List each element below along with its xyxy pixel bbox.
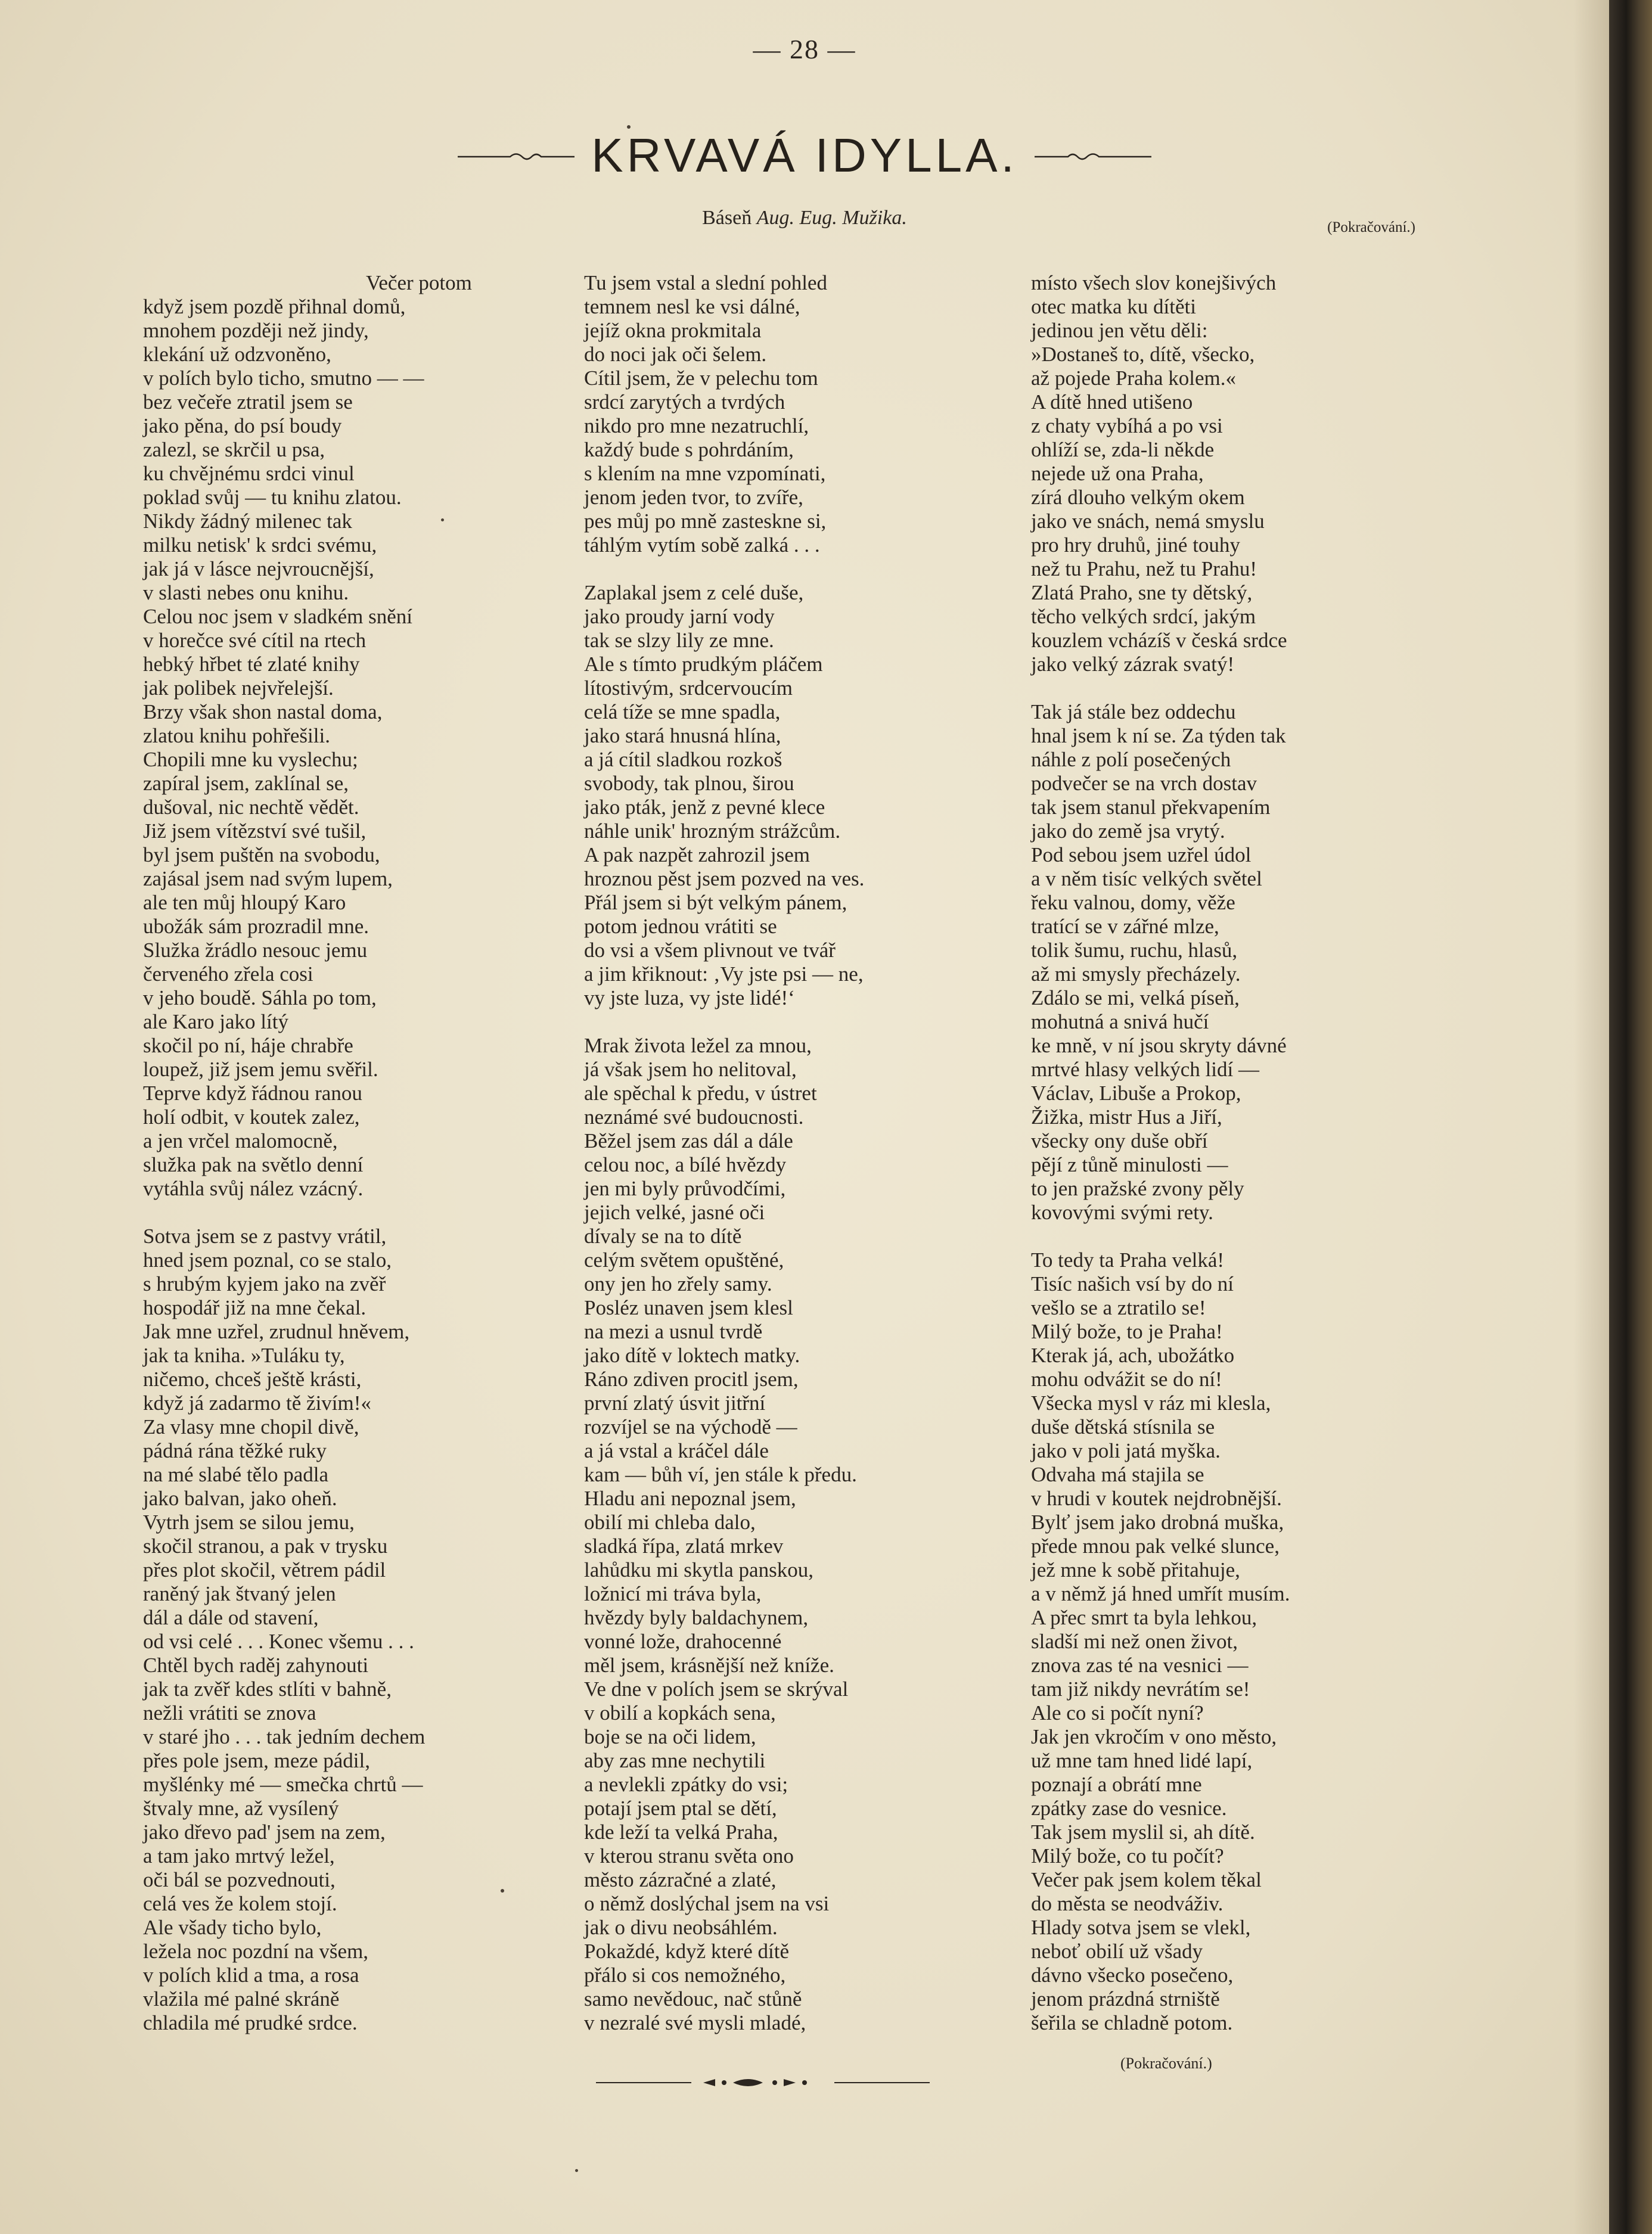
verse-line: služka pak na světlo denní bbox=[143, 1153, 364, 1176]
verse-line: Pod sebou jsem uzřel údol bbox=[1031, 843, 1252, 866]
verse-line: Běžel jsem zas dál a dále bbox=[584, 1129, 793, 1152]
verse-line: z chaty vybíhá a po vsi bbox=[1031, 414, 1223, 437]
verse-line: holí odbit, v koutek zalez, bbox=[143, 1105, 360, 1129]
verse-line: jen mi byly průvodčími, bbox=[584, 1177, 786, 1200]
print-speck bbox=[575, 2169, 578, 2172]
verse-line: v slasti nebes onu knihu. bbox=[143, 581, 349, 604]
stanza-break bbox=[143, 1201, 472, 1225]
right-flourish-ornament bbox=[1033, 147, 1153, 164]
verse-line: potom jednou vrátiti se bbox=[584, 915, 777, 938]
poem-column-1 bbox=[143, 271, 472, 2035]
verse-line: Sotva jsem se z pastvy vrátil, bbox=[143, 1225, 387, 1248]
verse-line: jak polibek nejvřelejší. bbox=[143, 676, 334, 700]
poem-title: KRVAVÁ IDYLLA. bbox=[591, 129, 1018, 182]
verse-line: lítostivým, srdcervoucím bbox=[584, 676, 793, 700]
verse-line: poklad svůj — tu knihu zlatou. bbox=[143, 486, 402, 509]
verse-line: celým světem opuštěné, bbox=[584, 1248, 784, 1272]
verse-line: náhle z polí posečených bbox=[1031, 748, 1231, 771]
verse-line: mrtvé hlasy velkých lidí — bbox=[1031, 1058, 1259, 1081]
verse-line: Zdálo se mi, velká píseň, bbox=[1031, 986, 1240, 1009]
verse-line: jako balvan, jako oheň. bbox=[143, 1487, 337, 1510]
verse-line: Kterak já, ach, ubožátko bbox=[1031, 1344, 1235, 1367]
verse-line: zalezl, se skrčil u psa, bbox=[143, 438, 325, 461]
verse-line: Ráno zdiven procitl jsem, bbox=[584, 1368, 799, 1391]
print-speck bbox=[627, 125, 631, 129]
verse-line: a v něm tisíc velkých světel bbox=[1031, 867, 1262, 890]
verse-line: Teprve když řádnou ranou bbox=[143, 1082, 362, 1105]
verse-line: svobody, tak plnou, širou bbox=[584, 772, 794, 795]
verse-line: skočil po ní, háje chrabře bbox=[143, 1034, 353, 1057]
verse-line: s klením na mne vzpomínati, bbox=[584, 462, 826, 485]
verse-line: ku chvějnému srdci vinul bbox=[143, 462, 355, 485]
verse-line: Václav, Libuše a Prokop, bbox=[1031, 1082, 1241, 1105]
verse-line: mohu odvážit se do ní! bbox=[1031, 1368, 1222, 1391]
verse-line: ale spěchal k předu, v ústret bbox=[584, 1082, 817, 1105]
verse-line: a já vstal a kráčel dále bbox=[584, 1439, 769, 1462]
verse-line: dívaly se na to dítě bbox=[584, 1225, 742, 1248]
verse-line: Všecka mysl v ráz mi klesla, bbox=[1031, 1391, 1271, 1415]
byline-prefix: Báseň bbox=[702, 207, 752, 229]
verse-line: v hrudi v koutek nejdrobnější. bbox=[1031, 1487, 1282, 1510]
verse-line: jako dítě v loktech matky. bbox=[584, 1344, 800, 1367]
verse-line: jako dřevo pad' jsem na zem, bbox=[143, 1820, 386, 1844]
verse-line: jejíž okna prokmitala bbox=[584, 319, 762, 342]
verse-line: Odvaha má stajila se bbox=[1031, 1463, 1204, 1486]
verse-line: Tisíc našich vsí by do ní bbox=[1031, 1272, 1234, 1295]
verse-line: hroznou pěst jsem pozved na ves. bbox=[584, 867, 865, 890]
verse-line: vy jste luza, vy jste lidé!‘ bbox=[584, 986, 795, 1009]
verse-line: myšlénky mé — smečka chrtů — bbox=[143, 1773, 423, 1796]
verse-line: jako proudy jarní vody bbox=[584, 605, 775, 628]
verse-line: sladší mi než onen život, bbox=[1031, 1630, 1238, 1653]
verse-line: skočil stranou, a pak v trysku bbox=[143, 1534, 388, 1558]
verse-line: Večer pak jsem kolem těkal bbox=[1031, 1868, 1262, 1891]
verse-line: náhle unik' hrozným strážcům. bbox=[584, 819, 841, 843]
stanza-break bbox=[584, 1010, 864, 1034]
verse-line: Ve dne v polích jsem se skrýval bbox=[584, 1677, 849, 1701]
verse-line: hvězdy byly baldachynem, bbox=[584, 1606, 809, 1629]
verse-line: v horečce své cítil na rtech bbox=[143, 629, 367, 652]
verse-line: dál a dále od stavení, bbox=[143, 1606, 319, 1629]
verse-line: od vsi celé . . . Konec všemu . . . bbox=[143, 1630, 414, 1653]
verse-line: lahůdku mi skytla panskou, bbox=[584, 1558, 813, 1581]
verse-line: do noci jak oči šelem. bbox=[584, 343, 767, 366]
verse-line: vonné lože, drahocenné bbox=[584, 1630, 782, 1653]
verse-line: Zlatá Praho, sne ty dětský, bbox=[1031, 581, 1253, 604]
verse-line: chladila mé prudké srdce. bbox=[143, 2011, 358, 2034]
verse-line: Milý bože, co tu počít? bbox=[1031, 1844, 1224, 1868]
verse-line: jako pták, jenž z pevné klece bbox=[584, 796, 825, 819]
verse-line: celá ves že kolem stojí. bbox=[143, 1892, 337, 1915]
verse-line: zírá dlouho velkým okem bbox=[1031, 486, 1245, 509]
verse-line: Žižka, mistr Hus a Jiří, bbox=[1031, 1105, 1222, 1129]
verse-line: poznají a obrátí mne bbox=[1031, 1773, 1202, 1796]
verse-line: Ale s tímto prudkým pláčem bbox=[584, 653, 823, 676]
verse-line: ničemo, chceš ještě krásti, bbox=[143, 1368, 362, 1391]
verse-line: ležela noc pozdní na všem, bbox=[143, 1940, 369, 1963]
verse-line: o němž doslýchal jsem na vsi bbox=[584, 1892, 830, 1915]
verse-line: zlatou knihu pohřešili. bbox=[143, 724, 330, 747]
verse-line: Pokaždé, když které dítě bbox=[584, 1940, 790, 1963]
verse-line: přes pole jsem, meze pádil, bbox=[143, 1749, 370, 1772]
verse-line: zajásal jsem nad svým lupem, bbox=[143, 867, 393, 890]
verse-line: hned jsem poznal, co se stalo, bbox=[143, 1248, 392, 1272]
verse-line: tak se slzy lily ze mne. bbox=[584, 629, 774, 652]
verse-line: město zázračné a zlaté, bbox=[584, 1868, 777, 1891]
verse-line: první zlatý úsvit jitřní bbox=[584, 1391, 766, 1415]
verse-line: jejich velké, jasné oči bbox=[584, 1201, 765, 1224]
verse-line: duše dětská stísnila se bbox=[1031, 1415, 1215, 1438]
verse-line: až mi smysly přecházely. bbox=[1031, 962, 1241, 986]
verse-line: oči bál se pozvednouti, bbox=[143, 1868, 336, 1891]
verse-line: aby zas mne nechytili bbox=[584, 1749, 766, 1772]
verse-line: každý bude s pohrdáním, bbox=[584, 438, 794, 461]
verse-line: jako v poli jatá myška. bbox=[1031, 1439, 1221, 1462]
verse-line: raněný jak štvaný jelen bbox=[143, 1582, 336, 1605]
verse-line: jenom jeden tvor, to zvíře, bbox=[584, 486, 803, 509]
verse-line: A pak nazpět zahrozil jsem bbox=[584, 843, 811, 866]
verse-line: byl jsem puštěn na svobodu, bbox=[143, 843, 380, 866]
verse-line: tratící se v zářné mlze, bbox=[1031, 915, 1219, 938]
verse-line: hnal jsem k ní se. Za týden tak bbox=[1031, 724, 1286, 747]
verse-line: Mrak života ležel za mnou, bbox=[584, 1034, 812, 1057]
verse-line: v obilí a kopkách sena, bbox=[584, 1701, 776, 1725]
verse-line: milku netisk' k srdci svému, bbox=[143, 533, 377, 557]
verse-line: a já cítil sladkou rozkoš bbox=[584, 748, 782, 771]
verse-line: pes můj po mně zasteskne si, bbox=[584, 509, 827, 533]
verse-line: v jeho boudě. Sáhla po tom, bbox=[143, 986, 377, 1009]
verse-line: otec matka ku dítěti bbox=[1031, 295, 1196, 318]
verse-line: a tam jako mrtvý ležel, bbox=[143, 1844, 335, 1868]
verse-line: Večer potom bbox=[366, 271, 472, 294]
page-edge-shadow bbox=[1573, 0, 1609, 2234]
verse-line: Chopili mne ku vyslechu; bbox=[143, 748, 358, 771]
verse-line: jenom prázdná strniště bbox=[1031, 1987, 1220, 2011]
verse-line: ony jen ho zřely samy. bbox=[584, 1272, 772, 1295]
verse-line: když já zadarmo tě živím!« bbox=[143, 1391, 371, 1415]
author-name: Aug. Eug. Mužika. bbox=[756, 207, 907, 229]
print-speck bbox=[441, 518, 444, 521]
verse-line: kde leží ta velká Praha, bbox=[584, 1820, 778, 1844]
verse-line: nikdo pro mne nezatruchlí, bbox=[584, 414, 809, 437]
verse-line: jako stará hnusná hlína, bbox=[584, 724, 781, 747]
verse-line: zapíral jsem, zaklínal se, bbox=[143, 772, 349, 795]
verse-line: ale Karo jako lítý bbox=[143, 1010, 288, 1033]
verse-line: na mezi a usnul tvrdě bbox=[584, 1320, 763, 1343]
page-number: — 28 — bbox=[753, 34, 856, 64]
verse-line: ubožák sám prozradil mne. bbox=[143, 915, 369, 938]
verse-line: v staré jho . . . tak jedním dechem bbox=[143, 1725, 426, 1748]
verse-line: šeřila se chladně potom. bbox=[1031, 2011, 1233, 2034]
verse-line: Nikdy žádný milenec tak bbox=[143, 509, 352, 533]
stanza-break bbox=[584, 557, 864, 581]
verse-line: měl jsem, krásnější než kníže. bbox=[584, 1654, 834, 1677]
verse-line: neznámé své budoucnosti. bbox=[584, 1105, 804, 1129]
verse-line: místo všech slov konejšivých bbox=[1031, 271, 1277, 294]
verse-line: celou noc, a bílé hvězdy bbox=[584, 1153, 787, 1176]
verse-line: Bylť jsem jako drobná muška, bbox=[1031, 1511, 1284, 1534]
verse-line: přálo si cos nemožného, bbox=[584, 1963, 786, 1987]
verse-line: mohutná a snivá hučí bbox=[1031, 1010, 1209, 1033]
verse-line: když jsem pozdě přihnal domů, bbox=[143, 295, 406, 318]
verse-line: klekání už odzvoněno, bbox=[143, 343, 331, 366]
verse-line: Za vlasy mne chopil divě, bbox=[143, 1415, 359, 1438]
verse-line: Hladu ani nepoznal jsem, bbox=[584, 1487, 796, 1510]
verse-line: Vytrh jsem se silou jemu, bbox=[143, 1511, 355, 1534]
verse-line: Přál jsem si být velkým pánem, bbox=[584, 891, 847, 914]
verse-line: v kterou stranu světa ono bbox=[584, 1844, 794, 1868]
verse-line: Jak jen vkročím v ono město, bbox=[1031, 1725, 1277, 1748]
verse-line: a jen vrčel malomocně, bbox=[143, 1129, 338, 1152]
end-ornament bbox=[596, 2071, 930, 2095]
verse-line: Tak já stále bez oddechu bbox=[1031, 700, 1236, 723]
verse-line: vlažila mé palné skráně bbox=[143, 1987, 340, 2011]
stanza-break bbox=[1031, 1225, 1290, 1248]
verse-line: Brzy však shon nastal doma, bbox=[143, 700, 383, 723]
verse-line: Cítil jsem, že v pelechu tom bbox=[584, 366, 818, 390]
verse-line: pějí z tůně minulosti — bbox=[1031, 1153, 1228, 1176]
stanza-break bbox=[1031, 676, 1290, 700]
verse-line: sladká řípa, zlatá mrkev bbox=[584, 1534, 784, 1558]
verse-line: jak ta kniha. »Tuláku ty, bbox=[143, 1344, 345, 1367]
verse-line: na mé slabé tělo padla bbox=[143, 1463, 328, 1486]
verse-line: všecky ony duše obří bbox=[1031, 1129, 1208, 1152]
verse-line: tolik šumu, ruchu, hlasů, bbox=[1031, 939, 1238, 962]
verse-line: Posléz unaven jsem klesl bbox=[584, 1296, 793, 1319]
verse-line: A dítě hned utišeno bbox=[1031, 390, 1193, 414]
verse-line: srdcí zarytých a tvrdých bbox=[584, 390, 785, 414]
verse-line: dušoval, nic nechtě vědět. bbox=[143, 796, 359, 819]
verse-line: To tedy ta Praha velká! bbox=[1031, 1248, 1225, 1272]
verse-line: Tak jsem myslil si, ah dítě. bbox=[1031, 1820, 1255, 1844]
continuation-note-top: (Pokračování.) bbox=[1327, 219, 1415, 235]
verse-line: už mne tam hned lidé lapí, bbox=[1031, 1749, 1253, 1772]
verse-line: ložnicí mi tráva byla, bbox=[584, 1582, 762, 1605]
verse-line: štvaly mne, až vysílený bbox=[143, 1797, 339, 1820]
verse-line: potají jsem ptal se dětí, bbox=[584, 1797, 777, 1820]
verse-line: loupež, již jsem jemu svěřil. bbox=[143, 1058, 378, 1081]
verse-line: Ale co si počít nyní? bbox=[1031, 1701, 1204, 1725]
verse-line: jak o divu neobsáhlém. bbox=[584, 1916, 778, 1939]
verse-line: jak ta zvěř kdes stlíti v bahně, bbox=[143, 1677, 392, 1701]
verse-line: přede mnou pak velké slunce, bbox=[1031, 1534, 1280, 1558]
verse-line: hospodář již na mne čekal. bbox=[143, 1296, 367, 1319]
verse-line: »Dostaneš to, dítě, všecko, bbox=[1031, 343, 1255, 366]
verse-line: v polích klid a tma, a rosa bbox=[143, 1963, 359, 1987]
verse-line: jako pěna, do psí boudy bbox=[143, 414, 342, 437]
verse-line: já však jsem ho nelitoval, bbox=[584, 1058, 797, 1081]
verse-line: jak já v lásce nejvroucnější, bbox=[143, 557, 374, 580]
verse-line: temnem nesl ke vsi dálné, bbox=[584, 295, 800, 318]
verse-line: a nevlekli zpátky do vsi; bbox=[584, 1773, 788, 1796]
verse-line: Celou noc jsem v sladkém snění bbox=[143, 605, 413, 628]
verse-line: jako do země jsa vrytý. bbox=[1031, 819, 1225, 843]
verse-line: tam již nikdy nevrátím se! bbox=[1031, 1677, 1250, 1701]
verse-line: tak jsem stanul překvapením bbox=[1031, 796, 1271, 819]
verse-line: kouzlem vcházíš v česká srdce bbox=[1031, 629, 1287, 652]
verse-line: táhlým vytím sobě zalká . . . bbox=[584, 533, 820, 557]
verse-line: přes plot skočil, větrem pádil bbox=[143, 1558, 386, 1581]
verse-line: než tu Prahu, než tu Prahu! bbox=[1031, 557, 1257, 580]
verse-line: kovovými svými rety. bbox=[1031, 1201, 1213, 1224]
verse-line: nejede už ona Praha, bbox=[1031, 462, 1204, 485]
verse-line: znova zas té na vesnici — bbox=[1031, 1654, 1249, 1677]
verse-line: samo nevědouc, nač stůně bbox=[584, 1987, 802, 2011]
verse-line: bez večeře ztratil jsem se bbox=[143, 390, 353, 414]
print-speck bbox=[501, 1889, 504, 1893]
poem-column-2 bbox=[584, 271, 864, 2035]
verse-line: řeku valnou, domy, věže bbox=[1031, 891, 1235, 914]
verse-line: těcho velkých srdcí, jakým bbox=[1031, 605, 1256, 628]
verse-line: pro hry druhů, jiné touhy bbox=[1031, 533, 1240, 557]
verse-line: vytáhla svůj nález vzácný. bbox=[143, 1177, 364, 1200]
verse-line: jež mne k sobě přitahuje, bbox=[1031, 1558, 1240, 1581]
verse-line: Jak mne uzřel, zrudnul hněvem, bbox=[143, 1320, 410, 1343]
verse-line: neboť obilí už všady bbox=[1031, 1940, 1203, 1963]
verse-line: v nezralé své mysli mladé, bbox=[584, 2011, 806, 2034]
verse-line: až pojede Praha kolem.« bbox=[1031, 366, 1237, 390]
verse-line: Tu jsem vstal a slední pohled bbox=[584, 271, 828, 294]
verse-line: ohlíží se, zda-li někde bbox=[1031, 438, 1215, 461]
book-spine bbox=[1609, 0, 1652, 2234]
verse-line: jako velký zázrak svatý! bbox=[1031, 653, 1235, 676]
verse-line: rozvíjel se na východě — bbox=[584, 1415, 797, 1438]
verse-line: A přec smrt ta byla lehkou, bbox=[1031, 1606, 1257, 1629]
poem-column-3 bbox=[1031, 271, 1290, 2035]
verse-line: podvečer se na vrch dostav bbox=[1031, 772, 1257, 795]
left-flourish-ornament bbox=[457, 147, 576, 164]
verse-line: a jim křiknout: ‚Vy jste psi — ne, bbox=[584, 962, 864, 986]
verse-line: kam — bůh ví, jen stále k předu. bbox=[584, 1463, 857, 1486]
verse-line: celá tíže se mne spadla, bbox=[584, 700, 781, 723]
verse-line: nežli vrátiti se znova bbox=[143, 1701, 316, 1725]
verse-line: s hrubým kyjem jako na zvěř bbox=[143, 1272, 386, 1295]
verse-line: Hlady sotva jsem se vlekl, bbox=[1031, 1916, 1251, 1939]
verse-line: ale ten můj hloupý Karo bbox=[143, 891, 346, 914]
verse-line: zpátky zase do vesnice. bbox=[1031, 1797, 1227, 1820]
verse-line: Zaplakal jsem z celé duše, bbox=[584, 581, 804, 604]
verse-line: pádná rána těžké ruky bbox=[143, 1439, 327, 1462]
verse-line: to jen pražské zvony pěly bbox=[1031, 1177, 1244, 1200]
verse-line: do vsi a všem plivnout ve tvář bbox=[584, 939, 836, 962]
verse-line: mnohem později než jindy, bbox=[143, 319, 369, 342]
verse-line: Chtěl bych raděj zahynouti bbox=[143, 1654, 369, 1677]
verse-line: obilí mi chleba dalo, bbox=[584, 1511, 756, 1534]
verse-line: jako ve snách, nemá smyslu bbox=[1031, 509, 1265, 533]
continuation-note-bottom: (Pokračování.) bbox=[1120, 2055, 1212, 2072]
verse-line: Služka žrádlo nesouc jemu bbox=[143, 939, 368, 962]
verse-line: ke mně, v ní jsou skryty dávné bbox=[1031, 1034, 1287, 1057]
verse-line: a v němž já hned umřít musím. bbox=[1031, 1582, 1290, 1605]
verse-line: do města se neodváživ. bbox=[1031, 1892, 1224, 1915]
verse-line: boje se na oči lidem, bbox=[584, 1725, 756, 1748]
verse-line: hebký hřbet té zlaté knihy bbox=[143, 653, 360, 676]
verse-line: vešlo se a ztratilo se! bbox=[1031, 1296, 1206, 1319]
verse-line: Ale všady ticho bylo, bbox=[143, 1916, 322, 1939]
title-row bbox=[0, 128, 1609, 183]
verse-line: v polích bylo ticho, smutno — — bbox=[143, 366, 424, 390]
verse-line: červeného zřela cosi bbox=[143, 962, 313, 986]
verse-line: Již jsem vítězství své tušil, bbox=[143, 819, 367, 843]
verse-line: Milý bože, to je Praha! bbox=[1031, 1320, 1223, 1343]
verse-line: dávno všecko posečeno, bbox=[1031, 1963, 1234, 1987]
verse-line: jedinou jen větu děli: bbox=[1031, 319, 1208, 342]
